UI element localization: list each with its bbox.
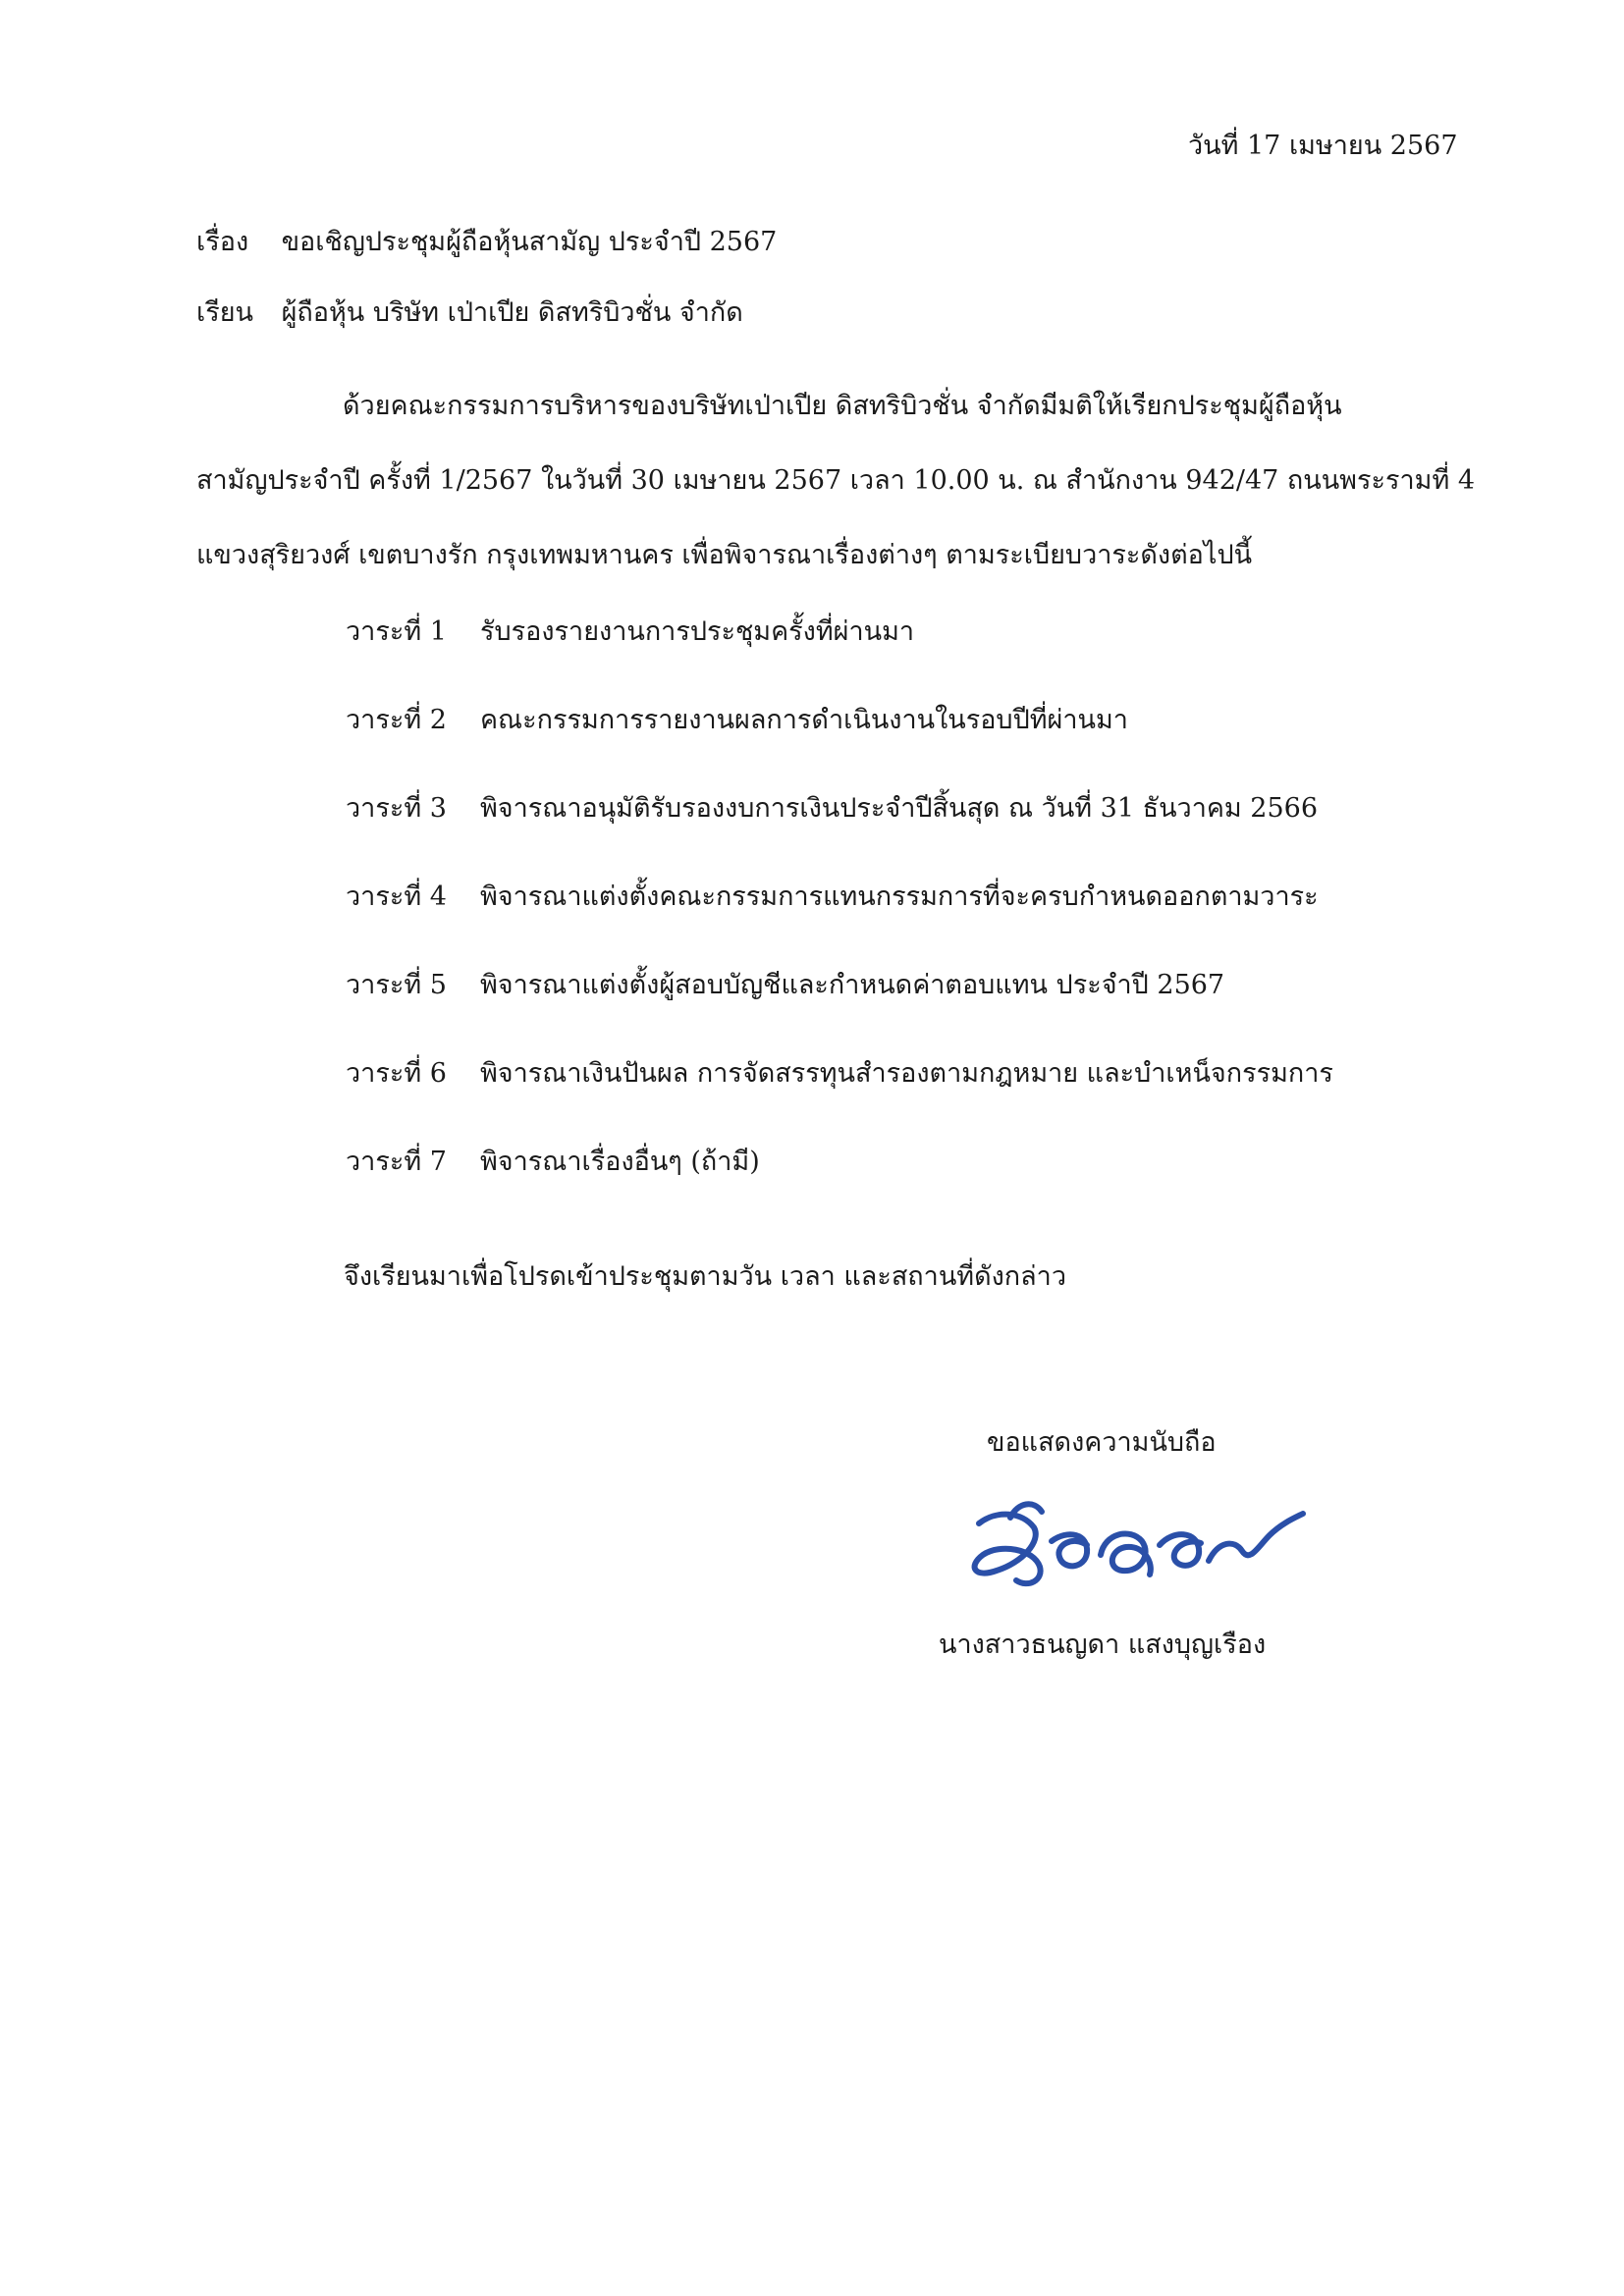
signer-name: นางสาวธนญดา แสงบุญเรือง bbox=[939, 1629, 1267, 1660]
agenda-item bbox=[346, 703, 1128, 738]
agenda-number: วาระที่ 3 bbox=[346, 793, 447, 824]
agenda-item bbox=[346, 880, 1319, 915]
subject-line bbox=[196, 225, 777, 260]
signature-stroke bbox=[975, 1515, 1041, 1584]
recipient-label: เรียน bbox=[196, 297, 254, 328]
regards-line: ขอแสดงความนับถือ bbox=[987, 1427, 1217, 1458]
agenda-item bbox=[346, 1145, 760, 1180]
recipient-line bbox=[196, 295, 743, 331]
agenda-text: พิจารณาเรื่องอื่นๆ (ถ้ามี) bbox=[480, 1147, 760, 1177]
agenda-text: รับรองรายงานการประชุมครั้งที่ผ่านมา bbox=[480, 616, 915, 647]
body-line-1: ด้วยคณะกรรมการบริหารของบริษัทเป่าเปีย ดิสทริบิวชั่น จำกัดมีมติให้เรียกประชุมผู้ถือหุ้น bbox=[343, 391, 1342, 421]
agenda-item bbox=[346, 1056, 1333, 1092]
agenda-item bbox=[346, 614, 914, 650]
agenda-text: พิจารณาเงินปันผล การจัดสรรทุนสำรองตามกฎหมาย และบำเหน็จกรรมการ bbox=[480, 1058, 1333, 1089]
agenda-number: วาระที่ 4 bbox=[346, 881, 447, 912]
agenda-text: คณะกรรมการรายงานผลการดำเนินงานในรอบปีที่ผ่านมา bbox=[480, 705, 1128, 735]
agenda-text: พิจารณาแต่งตั้งผู้สอบบัญชีและกำหนดค่าตอบแทน ประจำปี 2567 bbox=[480, 970, 1225, 1000]
signature-stroke bbox=[1101, 1533, 1151, 1575]
agenda-text: พิจารณาอนุมัติรับรองงบการเงินประจำปีสิ้นสุด ณ วันที่ 31 ธันวาคม 2566 bbox=[480, 793, 1319, 824]
subject-text: ขอเชิญประชุมผู้ถือหุ้นสามัญ ประจำปี 2567 bbox=[281, 227, 778, 257]
closing-line: จึงเรียนมาเพื่อโปรดเข้าประชุมตามวัน เวลา และสถานที่ดังกล่าว bbox=[344, 1261, 1067, 1292]
agenda-item bbox=[346, 968, 1224, 1003]
agenda-number: วาระที่ 2 bbox=[346, 705, 447, 735]
signature-stroke bbox=[1160, 1534, 1201, 1566]
signature-stroke bbox=[1209, 1514, 1303, 1561]
body-line-2: สามัญประจำปี ครั้งที่ 1/2567 ในวันที่ 30 เมษายน 2567 เวลา 10.00 น. ณ สำนักงาน 942/47 ถนนพระรามที่ 4 bbox=[196, 465, 1475, 496]
recipient-text: ผู้ถือหุ้น บริษัท เป่าเปีย ดิสทริบิวชั่น จำกัด bbox=[281, 297, 743, 328]
handwritten-signature bbox=[957, 1472, 1311, 1620]
agenda-text: พิจารณาแต่งตั้งคณะกรรมการแทนกรรมการที่จะครบกำหนดออกตามวาระ bbox=[480, 881, 1319, 912]
letter-date: วันที่ 17 เมษายน 2567 bbox=[1188, 131, 1458, 161]
agenda-number: วาระที่ 7 bbox=[346, 1147, 447, 1177]
body-line-3: แขวงสุริยวงศ์ เขตบางรัก กรุงเทพมหานคร เพื่อพิจารณาเรื่องต่างๆ ตามระเบียบวาระดังต่อไปนี้ bbox=[196, 540, 1253, 570]
agenda-item bbox=[346, 791, 1318, 827]
signature-stroke bbox=[1052, 1534, 1087, 1566]
agenda-number: วาระที่ 6 bbox=[346, 1058, 447, 1089]
agenda-number: วาระที่ 1 bbox=[346, 616, 447, 647]
subject-label: เรื่อง bbox=[196, 227, 249, 257]
agenda-number: วาระที่ 5 bbox=[346, 970, 447, 1000]
